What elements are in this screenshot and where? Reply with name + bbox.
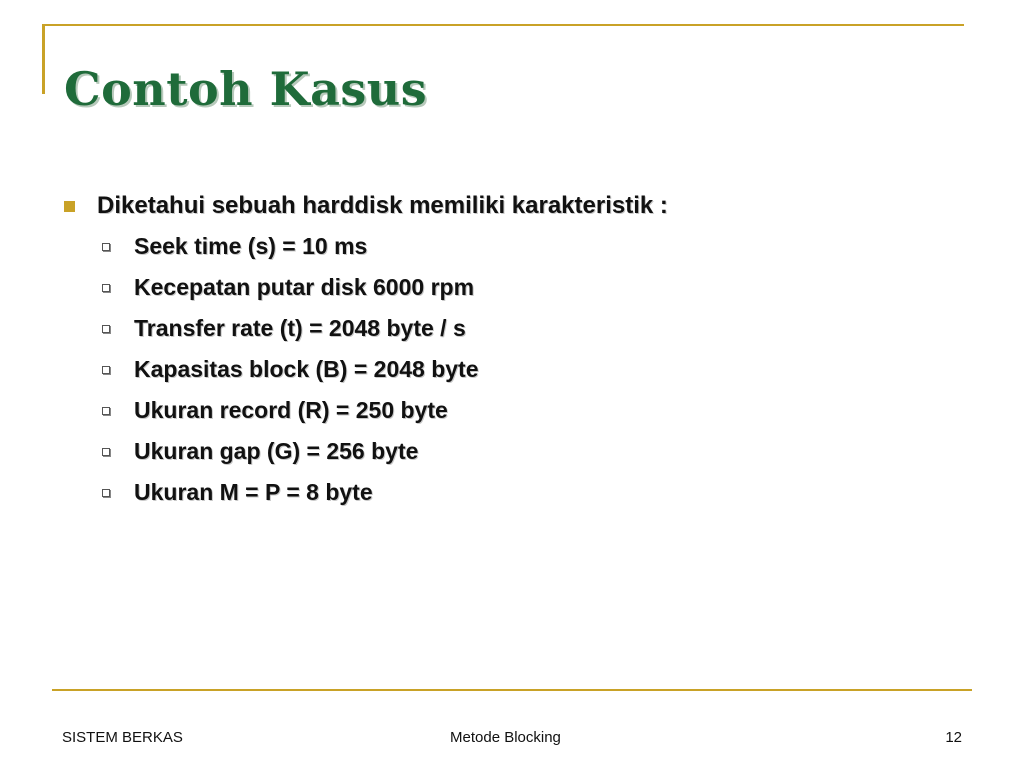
hollow-square-bullet-icon (102, 366, 110, 374)
frame-vertical-rule (42, 24, 45, 94)
sub-bullet-list (60, 226, 960, 513)
sub-bullet-item (102, 349, 960, 390)
sub-bullet-text: Ukuran gap (G) = 256 byte (134, 438, 419, 464)
hollow-square-bullet-icon (102, 489, 110, 497)
page-number: 12 (945, 729, 962, 746)
footer-topic: Metode Blocking (450, 729, 561, 746)
sub-bullet-text: Ukuran M = P = 8 byte (134, 479, 373, 505)
sub-bullet-text: Seek time (s) = 10 ms (134, 233, 368, 259)
footer-rule (52, 689, 972, 691)
footer-course-title: SISTEM BERKAS (62, 729, 183, 746)
sub-bullet-text: Kecepatan putar disk 6000 rpm (134, 274, 475, 300)
frame-top-rule (42, 24, 964, 26)
main-bullet (60, 186, 960, 226)
hollow-square-bullet-icon (102, 448, 110, 456)
hollow-square-bullet-icon (102, 243, 110, 251)
sub-bullet-item (102, 226, 960, 267)
hollow-square-bullet-icon (102, 407, 110, 415)
sub-bullet-text: Transfer rate (t) = 2048 byte / s (134, 315, 466, 341)
sub-bullet-text: Kapasitas block (B) = 2048 byte (134, 356, 479, 382)
hollow-square-bullet-icon (102, 325, 110, 333)
hollow-square-bullet-icon (102, 284, 110, 292)
sub-bullet-item (102, 267, 960, 308)
sub-bullet-item (102, 390, 960, 431)
main-bullet-text: Diketahui sebuah harddisk memiliki karakteristik : (97, 192, 668, 219)
square-bullet-icon (64, 201, 75, 212)
slide-content (60, 186, 960, 513)
sub-bullet-item (102, 431, 960, 472)
sub-bullet-item (102, 308, 960, 349)
sub-bullet-item (102, 472, 960, 513)
sub-bullet-text: Ukuran record (R) = 250 byte (134, 397, 448, 423)
slide-title: Contoh Kasus (64, 62, 428, 116)
